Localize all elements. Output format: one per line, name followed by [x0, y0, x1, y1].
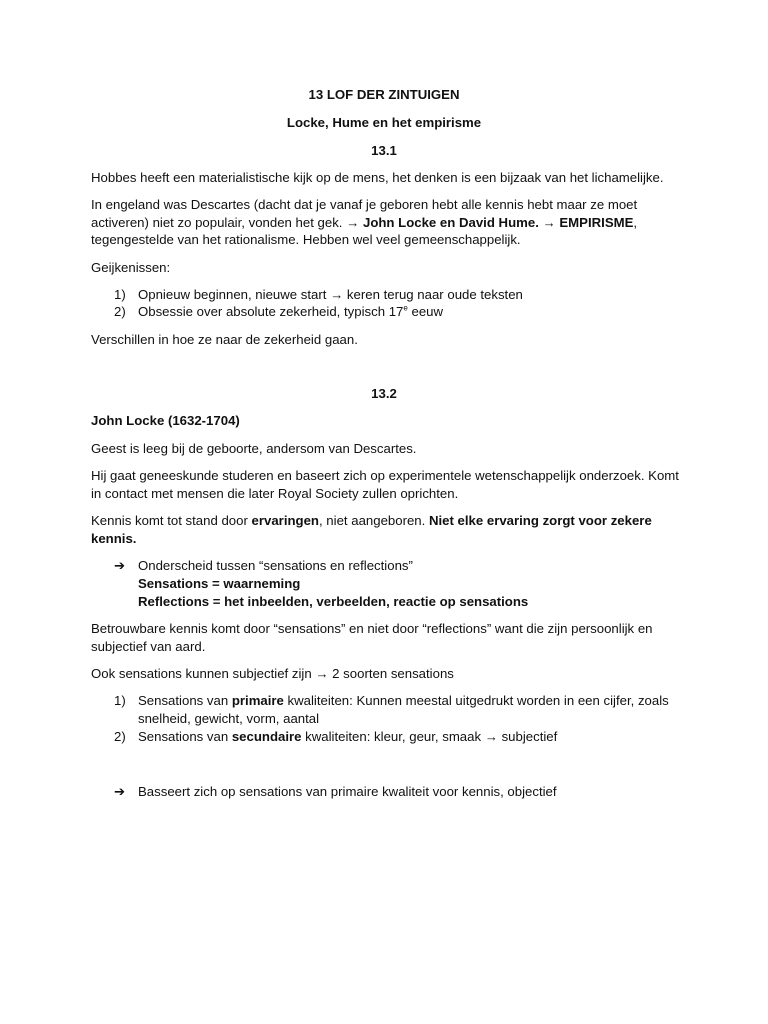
section-heading-13-2: 13.2 [371, 386, 397, 401]
section-heading-13-1: 13.1 [371, 143, 397, 158]
list-number: 2) [114, 729, 126, 744]
arrow-icon: → [484, 729, 498, 744]
paragraph: Ook sensations kunnen subjectief zijn → 2 soorten sensations [91, 666, 454, 681]
document-title: 13 LOF DER ZINTUIGEN [308, 87, 460, 102]
bullet-line: Reflections = het inbeelden, verbeelden, reactie op sensations [138, 594, 529, 609]
paragraph: Verschillen in hoe ze naar de zekerheid gaan. [91, 332, 358, 347]
list-number: 1) [114, 693, 126, 708]
paragraph: Betrouwbare kennis komt door “sensations” en niet door “reflections” want die zijn persoonlijk en subjectief van aard. [91, 621, 653, 654]
bullet-line: Basseert zich op sensations van primaire kwaliteit voor kennis, objectief [138, 784, 557, 799]
paragraph: Geijkenissen: [91, 260, 171, 275]
list-item: Sensations van secundaire kwaliteiten: kleur, geur, smaak → subjectief [138, 729, 558, 744]
list-number: 1) [114, 287, 126, 302]
document-subtitle: Locke, Hume en het empirisme [286, 115, 482, 130]
list-item: Opnieuw beginnen, nieuwe start → keren terug naar oude teksten [138, 287, 523, 302]
arrow-icon: → [315, 666, 329, 681]
paragraph: Geest is leeg bij de geboorte, andersom van Descartes. [91, 441, 417, 456]
arrow-bullet-icon: ➔ [114, 558, 126, 573]
arrow-icon: → [330, 287, 344, 302]
paragraph: Kennis komt tot stand door ervaringen, niet aangeboren. Niet elke ervaring zorgt voor zekere kennis. [91, 513, 652, 546]
list-item: Obsessie over absolute zekerheid, typisch 17e eeuw [138, 303, 444, 319]
paragraph: Hobbes heeft een materialistische kijk op de mens, het denken is een bijzaak van het lichamelijke. [91, 170, 664, 185]
arrow-bullet-icon: ➔ [114, 784, 126, 799]
paragraph: Hij gaat geneeskunde studeren en baseert zich op experimentele wetenschappelijk onderzoek. Komt in contact met mensen die later Royal Society zullen oprichten. [91, 468, 679, 501]
bullet-line: Sensations = waarneming [138, 576, 301, 591]
bullet-line: Onderscheid tussen “sensations en reflections” [138, 558, 413, 573]
person-heading: John Locke (1632-1704) [91, 413, 240, 428]
list-item: Sensations van primaire kwaliteiten: Kunnen meestal uitgedrukt worden in een cijfer, zoals snelheid, gewicht, vorm, aantal [138, 693, 669, 726]
paragraph: In engeland was Descartes (dacht dat je vanaf je geboren hebt alle kennis hebt maar ze moet activeren) niet zo populair, vonden het gek. → John Locke en David Hume. → EMPIRISME, tegengestelde van het rationalisme. Hebben wel veel gemeenschappelijk. [91, 197, 638, 247]
list-number: 2) [114, 304, 126, 319]
arrow-icon: → [542, 214, 556, 230]
arrow-icon: → [346, 214, 360, 230]
